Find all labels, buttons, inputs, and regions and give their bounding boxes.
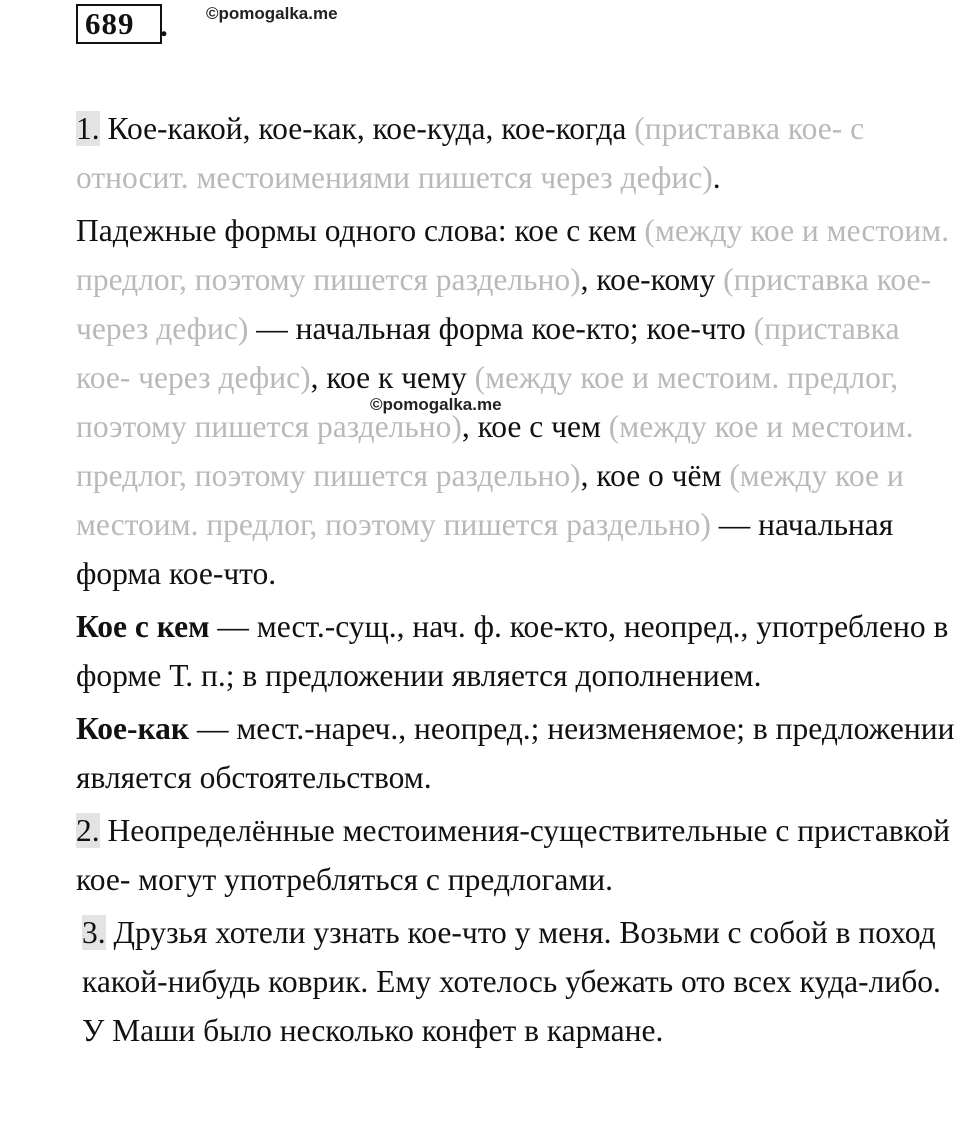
item-number-1: 1.: [76, 111, 100, 146]
answer-text: [4, 104, 960, 1055]
watermark-top: ©pomogalka.me: [206, 4, 338, 23]
p2-h2: (приставка кое- через дефис): [76, 262, 932, 346]
p2-h6: (между кое и местоим. предлог, поэтому пишется раздельно): [76, 458, 904, 542]
paragraph-1-hint: (приставка кое- с относит. местоимениями пишется через дефис): [76, 111, 865, 195]
p2-t5: , кое с чем: [461, 409, 609, 444]
p2-t1: Падежные формы одного слова: кое с кем: [76, 213, 645, 248]
p4-term: Кое-как: [76, 711, 190, 746]
p3-text: — мест.-сущ., нач. ф. кое-кто, неопред., употреблено в форме Т. п.; в предложении является дополнением.: [76, 609, 949, 693]
p2-h5: (между кое и местоим. предлог, поэтому пишется раздельно): [76, 409, 914, 493]
p2-h1: (между кое и местоим. предлог, поэтому пишется раздельно): [76, 213, 950, 297]
paragraph-4: [4, 704, 960, 802]
p6-text: Друзья хотели узнать кое-что у меня. Возьми с собой в поход какой-нибудь коврик. Ему хотелось убежать ото всех куда-либо. У Маши было несколько конфет в кармане.: [82, 915, 941, 1048]
p2-t2: , кое-кому: [580, 262, 724, 297]
item-number-3: 3.: [82, 915, 106, 950]
task-number-dot: .: [160, 8, 168, 43]
p2-t4: , кое к чему: [310, 360, 475, 395]
p2-t3: — начальная форма кое-кто; кое-что: [248, 311, 754, 346]
paragraph-3: [4, 602, 960, 700]
p2-t7: — начальная форма кое-что.: [76, 507, 894, 591]
paragraph-1-end: .: [712, 160, 721, 195]
paragraph-1-text: Кое-какой, кое-как, кое-куда, кое-когда: [99, 111, 635, 146]
paragraph-5: [4, 806, 960, 904]
paragraph-1: [4, 104, 960, 202]
paragraph-6: [4, 908, 960, 1055]
task-number-box: [76, 4, 162, 44]
item-number-2: 2.: [76, 813, 100, 848]
watermark-middle: ©pomogalka.me: [370, 395, 502, 414]
p2-h3: (приставка кое- через дефис): [76, 311, 900, 395]
task-number: 689: [85, 6, 135, 41]
p5-text: Неопределённые местоимения-существительные с приставкой кое- могут употребляться с предлогами.: [76, 813, 950, 897]
p3-term: Кое с кем: [76, 609, 210, 644]
p2-h4: (между кое и местоим. предлог, поэтому пишется раздельно): [76, 360, 899, 444]
paragraph-2: [4, 206, 960, 598]
p2-t6: , кое о чём: [580, 458, 730, 493]
p4-text: — мест.-нареч., неопред.; неизменяемое; в предложении является обстоятельством.: [76, 711, 955, 795]
